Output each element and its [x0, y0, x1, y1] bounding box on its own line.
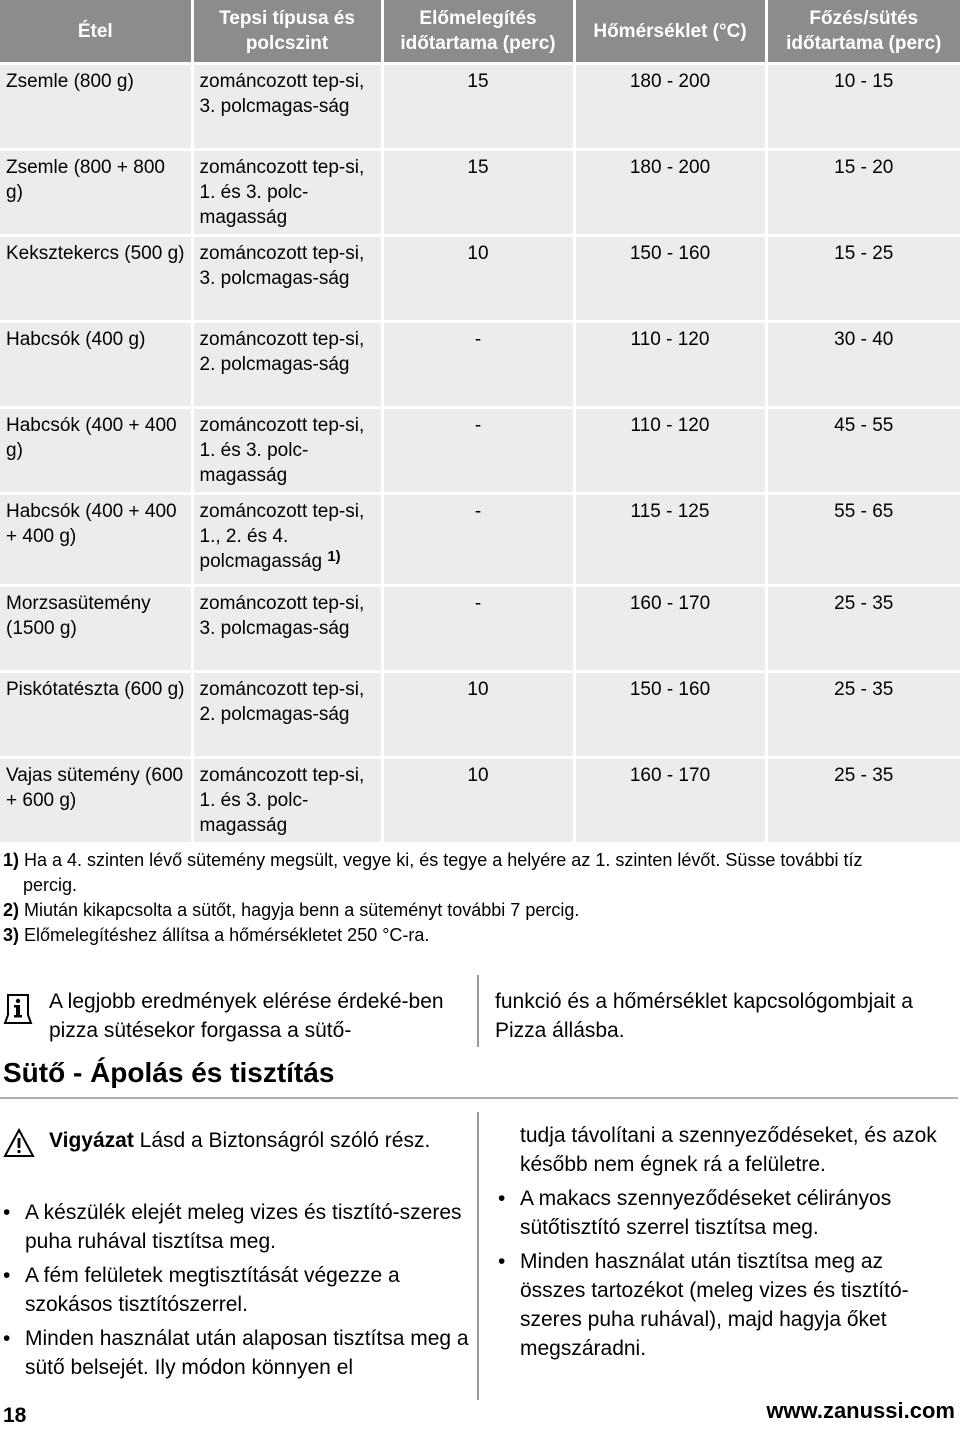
cell-tray: zománcozott tep-si, 3. polcmagas-ság: [192, 586, 382, 672]
table-row: [0, 758, 960, 843]
cell-preheat: -: [382, 408, 574, 494]
cell-cook-time: 25 - 35: [766, 586, 960, 672]
cell-preheat: 10: [382, 672, 574, 758]
page-number: 18: [3, 1404, 27, 1427]
cell-food: Habcsók (400 g): [0, 322, 192, 408]
cell-food: Zsemle (800 + 800 g): [0, 150, 192, 236]
list-item: • Minden használat után tisztítsa meg az összes tartozékot (meleg vizes és tisztító-szeres puha ruhával), majd hagyja őket megszáradni.: [495, 1247, 950, 1363]
cell-cook-time: 10 - 15: [766, 64, 960, 150]
cell-cook-time: 30 - 40: [766, 322, 960, 408]
cell-cook-time: 55 - 65: [766, 494, 960, 586]
header-food: Étel: [0, 0, 192, 64]
footnote-mark: 2): [3, 900, 20, 920]
header-tray: Tepsi típusa és polcszint: [192, 0, 382, 64]
cell-temperature: 160 - 170: [574, 758, 766, 843]
cell-tray-text: zománcozott tep-si, 1., 2. és 4. polcmagasság: [199, 501, 365, 572]
cell-tray: zománcozott tep-si, 1. és 3. polc-magasság: [192, 408, 382, 494]
cell-preheat: 10: [382, 758, 574, 843]
cell-food: Habcsók (400 + 400 + 400 g): [0, 494, 192, 586]
footnote: [3, 898, 903, 923]
warning-text: [49, 1126, 459, 1155]
header-preheat: Előmelegítés időtartama (perc): [382, 0, 574, 64]
cell-preheat: -: [382, 322, 574, 408]
cell-temperature: 180 - 200: [574, 150, 766, 236]
cell-temperature: 110 - 120: [574, 322, 766, 408]
table-row: [0, 408, 960, 494]
cell-cook-time: 25 - 35: [766, 672, 960, 758]
footnote-ref: 1): [327, 548, 341, 565]
cell-preheat: 15: [382, 64, 574, 150]
table-row: [0, 322, 960, 408]
table-row: [0, 494, 960, 586]
cell-temperature: 110 - 120: [574, 408, 766, 494]
cell-food: Zsemle (800 g): [0, 64, 192, 150]
cell-cook-time: 45 - 55: [766, 408, 960, 494]
cell-food: Vajas sütemény (600 + 600 g): [0, 758, 192, 843]
info-text: A legjobb eredmények elérése érdeké-ben pizza sütésekor forgassa a sütő-: [49, 990, 444, 1042]
column-divider: [477, 1112, 479, 1400]
footnote: [3, 923, 903, 948]
website-link[interactable]: www.zanussi.com: [766, 1398, 955, 1423]
section-title: Sütő - Ápolás és tisztítás: [3, 1057, 335, 1088]
cell-tray: zománcozott tep-si, 2. polcmagas-ság: [192, 322, 382, 408]
footnote-mark: 3): [3, 925, 20, 945]
table-header-row: [0, 0, 960, 64]
header-cook-time: Főzés/sütés időtartama (perc): [766, 0, 960, 64]
cell-temperature: 160 - 170: [574, 586, 766, 672]
column-divider: [477, 975, 479, 1047]
continuation-text: tudja távolítani a szennyeződéseket, és azok később nem égnek rá a felületre.: [520, 1124, 937, 1176]
cell-tray: zománcozott tep-si, 3. polcmagas-ság: [192, 64, 382, 150]
info-continuation: funkció és a hőmérséklet kapcsológombjait a Pizza állásba.: [495, 990, 913, 1042]
title-rule: [0, 1097, 958, 1099]
table-row: [0, 64, 960, 150]
footnote-mark: 1): [3, 850, 20, 870]
footnote: [3, 848, 903, 898]
warning-label: Vigyázat: [49, 1129, 134, 1152]
table-row: [0, 672, 960, 758]
footnote-text: Miután kikapcsolta a sütőt, hagyja benn a süteményt további 7 percig.: [19, 900, 580, 920]
cell-cook-time: 15 - 25: [766, 236, 960, 322]
cell-temperature: 150 - 160: [574, 672, 766, 758]
info-icon: [3, 993, 33, 1025]
list-item: • A makacs szennyeződéseket célirányos sütőtisztító szerrel tisztítsa meg.: [495, 1184, 950, 1242]
list-item: • A fém felületek megtisztítását végezze a szokásos tisztítószerrel.: [0, 1261, 470, 1319]
table-row: [0, 236, 960, 322]
footnote-text: Ha a 4. szinten lévő sütemény megsült, vegye ki, és tegye a helyére az 1. szinten lévőt. Süsse további tíz percig.: [19, 850, 863, 895]
table-footnotes: [3, 848, 903, 948]
cell-food: Keksztekercs (500 g): [0, 236, 192, 322]
footnote-text: Előmelegítéshez állítsa a hőmérsékletet 250 °C-ra.: [19, 925, 430, 945]
list-item: • Minden használat után alaposan tisztítsa meg a sütő belsejét. Ily módon könnyen el: [0, 1324, 470, 1382]
warning-body: Lásd a Biztonságról szóló rész.: [133, 1129, 431, 1152]
left-cleaning-list: [0, 1198, 470, 1387]
right-cleaning-list: [495, 1184, 950, 1363]
cell-cook-time: 15 - 20: [766, 150, 960, 236]
cell-preheat: 15: [382, 150, 574, 236]
cell-food: Piskótatészta (600 g): [0, 672, 192, 758]
cell-preheat: -: [382, 494, 574, 586]
cell-tray: zománcozott tep-si, 2. polcmagas-ság: [192, 672, 382, 758]
cell-tray: zománcozott tep-si, 3. polcmagas-ság: [192, 236, 382, 322]
cell-food: Habcsók (400 + 400 g): [0, 408, 192, 494]
warning-icon: [3, 1128, 35, 1158]
header-temperature: Hőmérséklet (°C): [574, 0, 766, 64]
table-row: [0, 150, 960, 236]
cell-cook-time: 25 - 35: [766, 758, 960, 843]
cell-tray: zománcozott tep-si, 1. és 3. polc-magasság: [192, 758, 382, 843]
cell-temperature: 180 - 200: [574, 64, 766, 150]
cell-temperature: 115 - 125: [574, 494, 766, 586]
cell-tray: [192, 494, 382, 586]
cell-temperature: 150 - 160: [574, 236, 766, 322]
cell-tray: zománcozott tep-si, 1. és 3. polc-magasság: [192, 150, 382, 236]
cell-preheat: -: [382, 586, 574, 672]
table-row: [0, 586, 960, 672]
right-cleaning-column: [495, 1121, 950, 1368]
cell-food: Morzsasütemény (1500 g): [0, 586, 192, 672]
cell-preheat: 10: [382, 236, 574, 322]
list-item: • A készülék elejét meleg vizes és tisztító-szeres puha ruhával tisztítsa meg.: [0, 1198, 470, 1256]
